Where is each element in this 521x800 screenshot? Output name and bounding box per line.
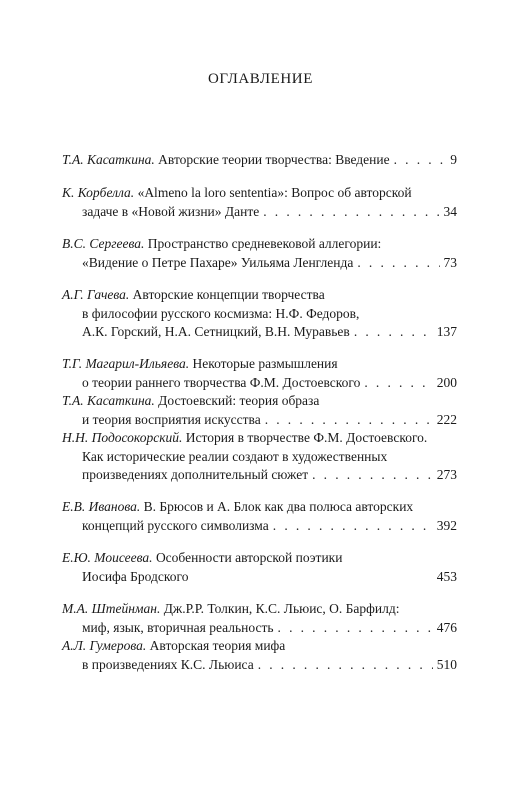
toc-entry-title: Достоевский: теория образа [158,393,320,408]
toc-entry-line [62,323,457,342]
toc-entry-title: Некоторые размышления [192,356,338,371]
toc-entry-title: «Almeno la loro sententia»: Вопрос об авторской [137,185,412,200]
toc-entry [62,355,457,392]
toc-entry [62,151,457,170]
toc-entry-line [62,656,457,675]
toc-entry-line [62,286,457,305]
toc-entry-title: Пространство средневековой аллегории: [147,236,382,251]
toc-entry-page: 510 [436,656,457,672]
toc-entry-author: Т.А. Касаткина. [62,393,155,408]
toc-entry-line [62,619,457,638]
toc-entry-line [62,184,457,203]
toc-entry-line [62,235,457,254]
toc-entry-line [62,517,457,536]
leader-dots [258,656,433,675]
toc-entry-line [62,568,457,587]
toc-entry-author: Т.А. Касаткина. [62,152,155,167]
toc-entry-title: Авторские теории творчества: Введение [158,152,390,167]
toc-entry-line [62,411,457,430]
toc-entry-page: 453 [436,568,457,584]
toc-entry-line [62,600,457,619]
toc-entry-author: Н.Н. Подосокорский. [62,430,183,445]
toc-entry-author: К. Корбелла. [62,185,135,200]
toc-entry-page: 222 [436,411,457,427]
toc-entry-title-cont: в философии русского космизма: Н.Ф. Федоров, [82,305,360,321]
toc-entry-title: Авторская теория мифа [149,638,286,653]
leader-dots [364,374,432,393]
toc-entry-line [62,498,457,517]
toc-entry-title-cont: Иосифа Бродского [82,568,189,584]
toc-entry-page: 392 [436,517,457,533]
toc-entry-title-cont: о теории раннего творчества Ф.М. Достоевского [82,374,361,390]
toc-entry-title: В. Брюсов и А. Блок как два полюса авторских [143,499,414,514]
toc-entry-line [62,203,457,222]
toc-entry-title-cont: задаче в «Новой жизни» Данте [82,203,260,219]
toc-entry-author: Т.Г. Магарил-Ильяева. [62,356,190,371]
toc-entry [62,184,457,221]
toc-entry-line [62,429,457,448]
toc-entry [62,637,457,674]
toc-entry-page: 476 [436,619,457,635]
leader-dots [357,254,439,273]
toc-entry-title-cont: и теория восприятия искусства [82,411,261,427]
leader-dots [312,466,433,485]
toc-entry-author: Е.В. Иванова. [62,499,141,514]
toc-entry [62,498,457,535]
toc-entry-title-cont: А.К. Горский, Н.А. Сетницкий, В.Н. Муравьев [82,324,350,339]
toc-entry-title: История в творчестве Ф.М. Достоевского. [185,430,428,445]
toc-entry [62,600,457,637]
toc-entry-page: 34 [443,203,457,219]
leader-dots [263,203,439,222]
toc-entry-author: А.Г. Гачева. [62,287,130,302]
toc-entry-title-cont: концепций русского символизма [82,517,269,533]
toc-entry-line [62,374,457,393]
toc-entry-line [62,392,457,411]
toc-entry-title: Особенности авторской поэтики [155,550,343,565]
toc-entry-author: М.А. Штейнман. [62,601,161,616]
toc-entry-line [62,355,457,374]
toc-entry-page: 200 [436,374,457,390]
toc-entry-title-cont: миф, язык, вторичная реальность [82,619,274,635]
toc-entry-title-cont: «Видение о Петре Пахаре» Уильяма Ленгленда [82,254,354,270]
leader-dots [394,151,447,170]
toc-entry-title-cont: Как исторические реалии создают в художественных [82,448,388,464]
toc-entry-line [62,151,457,170]
toc-entry [62,549,457,586]
toc-entry-line [62,448,457,467]
toc-entry [62,286,457,342]
toc-entry-line [62,254,457,273]
leader-dots [278,619,433,638]
toc-entry [62,235,457,272]
toc-entry-line [62,466,457,485]
toc-entry-page: 273 [436,467,457,482]
toc-entry-author: А.Л. Гумерова. [62,638,147,653]
toc-entry-line [62,549,457,568]
toc-entry-title-cont: в произведениях К.С. Льюиса [82,656,254,672]
leader-dots [273,517,433,536]
toc-entry [62,392,457,429]
toc-entry-title-cont: произведениях дополнительный сюжет [82,467,309,482]
toc-entry-page: 73 [443,254,457,270]
toc-entry [62,429,457,485]
toc-entry-page: 137 [436,324,457,339]
toc-entry-title: Авторские концепции творчества [132,287,325,302]
page-title: ОГЛАВЛЕНИЕ [208,71,313,87]
toc-entry-author: В.С. Сергеева. [62,236,145,251]
toc-entry-page: 9 [450,152,457,167]
toc-entry-title: Дж.Р.Р. Толкин, К.С. Льюис, О. Барфилд: [163,601,400,616]
toc-entry-line [62,637,457,656]
toc-entry-author: Е.Ю. Моисеева. [62,550,153,565]
leader-dots [354,323,433,342]
toc-entry-line [62,305,457,324]
leader-dots [265,411,433,430]
